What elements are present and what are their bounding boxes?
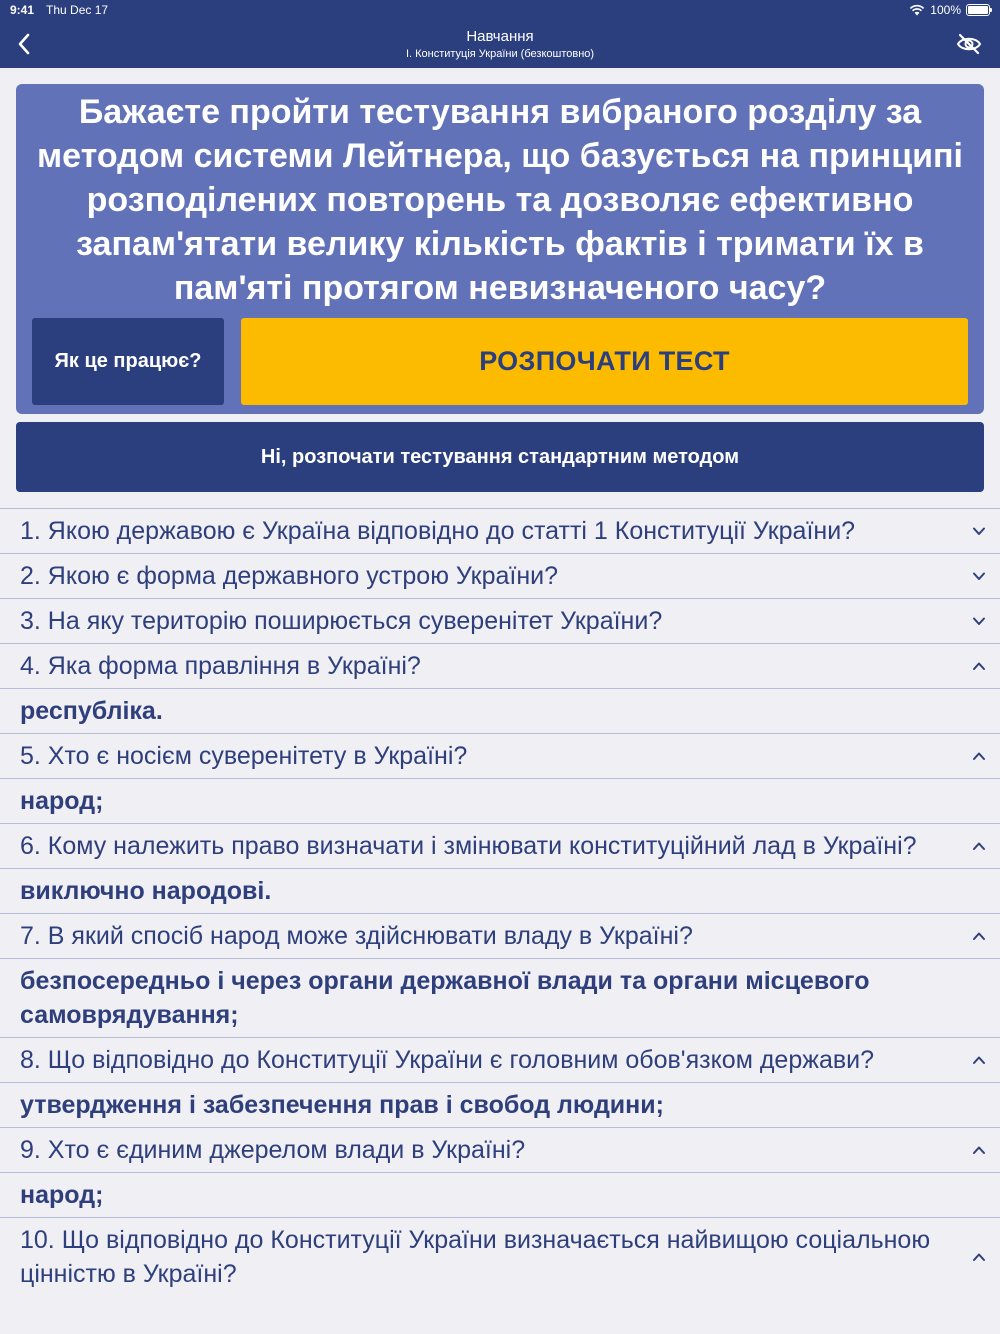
question-text: 4. Яка форма правління в Україні? xyxy=(20,652,421,680)
how-it-works-button[interactable]: Як це працює? xyxy=(32,318,224,405)
question-row[interactable] xyxy=(0,913,1000,958)
start-test-button[interactable]: РОЗПОЧАТИ ТЕСТ xyxy=(241,318,968,405)
question-text: 3. На яку територію поширюється суверенітет України? xyxy=(20,607,663,635)
wifi-icon xyxy=(909,4,925,16)
answer-text: безпосередньо і через органи державної влади та органи місцевого самоврядування; xyxy=(0,958,1000,1037)
question-text: 9. Хто є єдиним джерелом влади в Україні? xyxy=(20,1136,526,1164)
battery-icon xyxy=(966,4,990,16)
chevron-up-icon xyxy=(972,1053,986,1067)
answer-text: народ; xyxy=(0,778,1000,823)
answer-text: виключно народові. xyxy=(0,868,1000,913)
chevron-down-icon xyxy=(972,524,986,538)
question-row[interactable] xyxy=(0,1037,1000,1082)
chevron-down-icon xyxy=(972,614,986,628)
question-row[interactable] xyxy=(0,1217,1000,1296)
chevron-up-icon xyxy=(972,659,986,673)
answer-text: народ; xyxy=(0,1172,1000,1217)
question-text: 8. Що відповідно до Конституції України є головним обов'язком держави? xyxy=(20,1046,875,1074)
answer-text: утвердження і забезпечення прав і свобод людини; xyxy=(0,1082,1000,1127)
status-time: 9:41 xyxy=(10,3,35,17)
answer-text: республіка. xyxy=(0,688,1000,733)
question-text: 6. Кому належить право визначати і змінювати конституційний лад в Україні? xyxy=(20,832,917,860)
question-row[interactable] xyxy=(0,553,1000,598)
standard-test-button[interactable]: Ні, розпочати тестування стандартним методом xyxy=(16,422,984,492)
status-right xyxy=(909,3,990,17)
page-subtitle: I. Конституція України (безкоштовно) xyxy=(405,48,595,60)
chevron-up-icon xyxy=(972,839,986,853)
chevron-up-icon xyxy=(972,749,986,763)
question-list xyxy=(0,508,1000,1296)
leitner-prompt: Бажаєте пройти тестування вибраного розділу за методом системи Лейтнера, що базується на принципі розподілених повторень та дозволяє ефективно запам'ятати велику кількість фактів і тримати їх в пам'яті протягом невизначеного часу? xyxy=(37,93,963,307)
battery-percent: 100% xyxy=(930,3,961,17)
navigation-bar xyxy=(0,20,1000,68)
chevron-down-icon xyxy=(972,569,986,583)
question-text: 1. Якою державою є Україна відповідно до статті 1 Конституції України? xyxy=(20,517,856,545)
status-bar xyxy=(0,0,1000,20)
question-text: 10. Що відповідно до Конституції України визначається найвищою соціальною цінністю в Україні? xyxy=(20,1226,931,1288)
hide-answers-button[interactable] xyxy=(956,32,982,56)
question-row[interactable] xyxy=(0,733,1000,778)
question-row[interactable] xyxy=(0,598,1000,643)
question-text: 7. В який спосіб народ може здійснювати владу в Україні? xyxy=(20,922,693,950)
question-row[interactable] xyxy=(0,508,1000,553)
question-text: 2. Якою є форма державного устрою України? xyxy=(20,562,559,590)
eye-slash-icon xyxy=(956,32,982,56)
page-title: Навчання xyxy=(466,28,534,45)
chevron-up-icon xyxy=(972,929,986,943)
chevron-up-icon xyxy=(972,1143,986,1157)
question-row[interactable] xyxy=(0,1127,1000,1172)
question-row[interactable] xyxy=(0,643,1000,688)
question-text: 5. Хто є носієм суверенітету в Україні? xyxy=(20,742,468,770)
chevron-up-icon xyxy=(972,1250,986,1264)
question-row[interactable] xyxy=(0,823,1000,868)
status-date: Thu Dec 17 xyxy=(46,3,109,17)
